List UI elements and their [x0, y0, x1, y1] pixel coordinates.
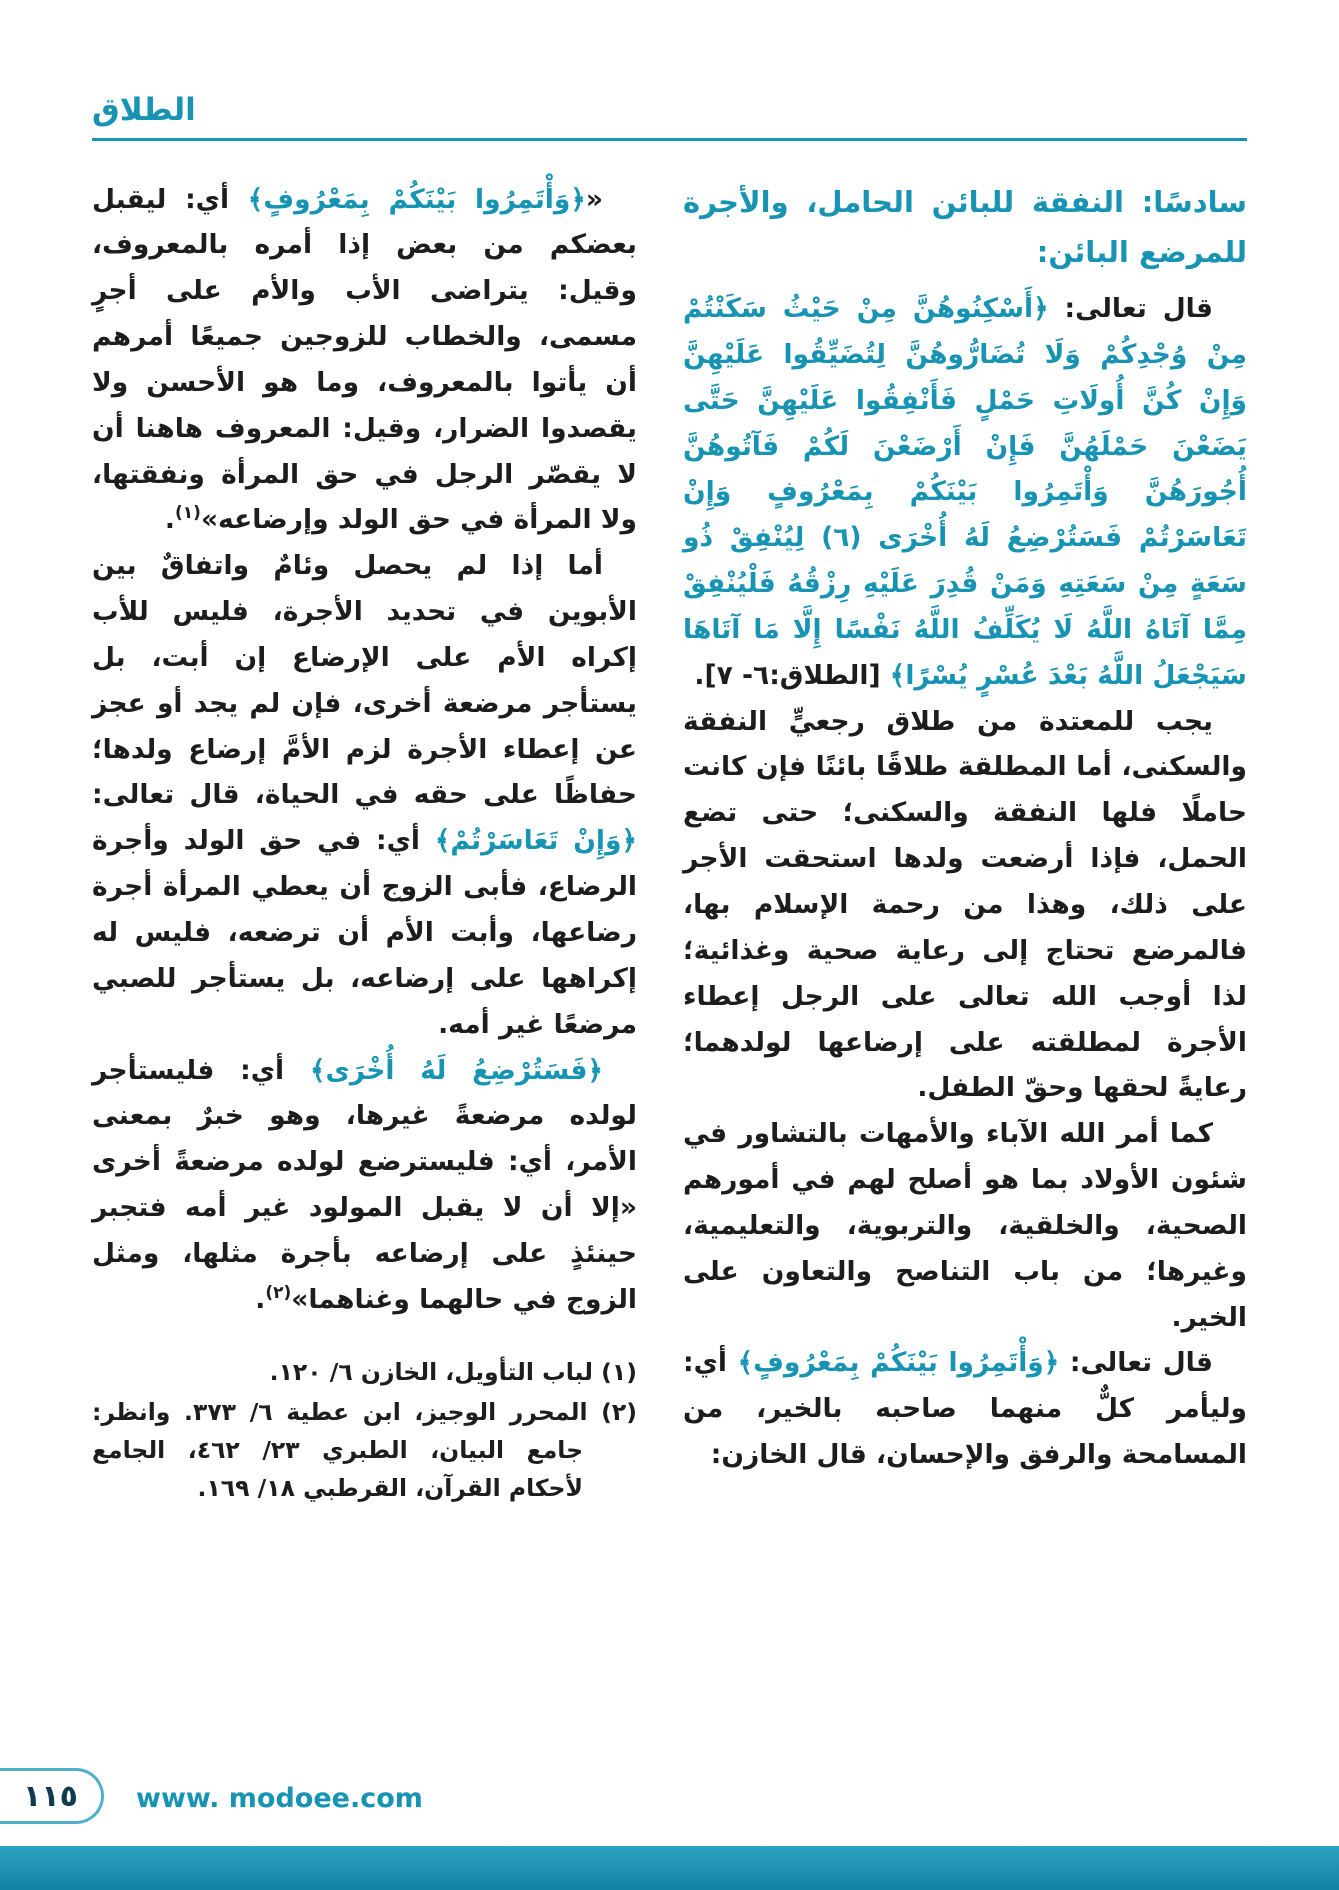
body-text: أي: وليأمر كلٌّ منهما صاحبه بالخير، من المسامحة والرفق والإحسان، قال الخازن:	[683, 1347, 1247, 1471]
body-text: قال تعالى:	[1059, 1347, 1213, 1379]
body-text: «	[585, 183, 603, 215]
footnote	[92, 1393, 637, 1507]
paragraph	[683, 699, 1247, 1112]
footnote-number: (٢)	[587, 1397, 638, 1426]
quran-quote: ﴿وَأْتَمِرُوا بَيْنَكُمْ بِمَعْرُوفٍ﴾	[737, 1347, 1060, 1379]
paragraph	[683, 286, 1247, 699]
body-text: أي: في حق الولد وأجرة الرضاع، فأبى الزوج أن يعطي المرأة أجرة رضاعها، وأبت الأم أن ترضعه، فليس له إكراهها على إرضاعه، بل يستأجر للصبي مرضعًا غير أمه.	[92, 825, 637, 1040]
body-text: أي: ليقبل بعضكم من بعض إذا أمره بالمعروف، وقيل: يتراضى الأب والأم على أجرٍ مسمى، والخطاب للزوجين جميعًا أمرهم أن يأتوا بالمعروف، وما هو الأحسن ولا يقصدوا الضرار، وقيل: المعروف هاهنا أن لا يقصّر الرجل في حق المرأة ونفقتها، ولا المرأة في حق الولد وإرضاعه»	[92, 183, 637, 536]
page-title: الطلاق	[92, 92, 196, 128]
paragraph	[92, 543, 637, 1047]
header-divider	[92, 138, 1247, 141]
body-text: أما إذا لم يحصل وئامٌ واتفاقٌ بين الأبوين في تحديد الأجرة، فليس للأب إكراه الأم على الإرضاع إن أبت، بل يستأجر مرضعة أخرى، فإن لم يجد أو عجز عن إعطاء الأجرة لزم الأمَّ إرضاع ولدها؛ حفاظًا على حقه في الحياة، قال تعالى:	[92, 550, 637, 811]
body-text: قال تعالى:	[1048, 293, 1213, 324]
footnote-number: (١)	[592, 1357, 637, 1386]
paragraph	[683, 1340, 1247, 1478]
footnote-ref: (٢)	[265, 1282, 292, 1303]
footnotes-block	[92, 1353, 637, 1507]
quran-quote: ﴿وَأْتَمِرُوا بَيْنَكُمْ بِمَعْرُوفٍ﴾	[247, 183, 586, 215]
page-number: ١١٥	[23, 1778, 78, 1814]
column-right	[683, 177, 1247, 1478]
page-number-badge	[0, 1768, 104, 1824]
footnote-ref: (١)	[174, 503, 201, 524]
body-text: .	[255, 1283, 266, 1315]
body-text: كما أمر الله الآباء والأمهات بالتشاور في شئون الأولاد بما هو أصلح لهم في أمورهم الصحية، والخلقية، والتربوية، والتعليمية، وغيرها؛ من باب التناصح والتعاون على الخير.	[683, 1118, 1247, 1333]
quran-quote: ﴿أَسْكِنُوهُنَّ مِنْ حَيْثُ سَكَنْتُمْ مِنْ وُجْدِكُمْ وَلَا تُضَارُّوهُنَّ لِتُضَيِّقُوا عَلَيْهِنَّ وَإِنْ كُنَّ أُولَاتِ حَمْلٍ فَأَنْفِقُوا عَلَيْهِنَّ حَتَّى يَضَعْنَ حَمْلَهُنَّ فَإِنْ أَرْضَعْنَ لَكُمْ فَآتُوهُنَّ أُجُورَهُنَّ وَأْتَمِرُوا بَيْنَكُمْ بِمَعْرُوفٍ وَإِنْ تَعَاسَرْتُمْ فَسَتُرْضِعُ لَهُ أُخْرَى (٦) لِيُنْفِقْ ذُو سَعَةٍ مِنْ سَعَتِهِ وَمَنْ قُدِرَ عَلَيْهِ رِزْقُهُ فَلْيُنْفِقْ مِمَّا آتَاهُ اللَّهُ لَا يُكَلِّفُ اللَّهُ نَفْسًا إِلَّا مَا آتَاهَا سَيَجْعَلُ اللَّهُ بَعْدَ عُسْرٍ يُسْرًا﴾	[683, 293, 1247, 691]
footer-bar	[0, 1846, 1339, 1890]
quran-quote: ﴿فَسَتُرْضِعُ لَهُ أُخْرَى﴾	[309, 1054, 603, 1086]
footnote-text: المحرر الوجيز، ابن عطية ٦/ ٣٧٣. وانظر: جامع البيان، الطبري ٢٣/ ٤٦٢، الجامع لأحكام القرآن، القرطبي ١٨/ ١٦٩.	[92, 1397, 588, 1502]
paragraph	[92, 177, 637, 544]
quran-quote: ﴿وَإِنْ تَعَاسَرْتُمْ﴾	[434, 825, 637, 857]
section-heading: سادسًا: النفقة للبائن الحامل، والأجرة للمرضع البائن:	[683, 184, 1247, 270]
column-left	[92, 177, 637, 1509]
footnote	[92, 1353, 637, 1391]
right-column-paragraphs	[683, 286, 1247, 1478]
website-url: www. modoee.com	[136, 1783, 423, 1814]
body-text: أي: فليستأجر لولده مرضعةً غيرها، وهو خبرٌ بمعنى الأمر، أي: فليسترضع لولده مرضعةً أخرى «إلا أن لا يقبل المولود غير أمه فتجبر حينئذٍ على إرضاعه بأجرة مثلها، ومثل الزوج في حالهما وغناهما»	[92, 1054, 637, 1315]
page-header	[92, 92, 1247, 141]
footnote-text: لباب التأويل، الخازن ٦/ ١٢٠.	[269, 1357, 593, 1386]
left-column-paragraphs	[92, 177, 637, 1323]
body-text: يجب للمعتدة من طلاق رجعيٍّ النفقة والسكنى، أما المطلقة طلاقًا بائنًا فإن كانت حاملًا فلها النفقة والسكنى؛ حتى تضع الحمل، فإذا أرضعت ولدها استحقت الأجر على ذلك، وهذا من رحمة الإسلام بها، فالمرضع تحتاج إلى رعاية صحية وغذائية؛ لذا أوجب الله تعالى على الرجل إعطاء الأجرة لمطلقته على إرضاعها لولدهما؛ رعايةً لحقها وحقّ الطفل.	[683, 705, 1247, 1104]
body-text: [الطلاق:٦- ٧].	[694, 659, 890, 691]
body-text: .	[164, 504, 175, 536]
two-column-body	[92, 177, 1247, 1509]
paragraph	[92, 1048, 637, 1323]
paragraph	[683, 1111, 1247, 1340]
